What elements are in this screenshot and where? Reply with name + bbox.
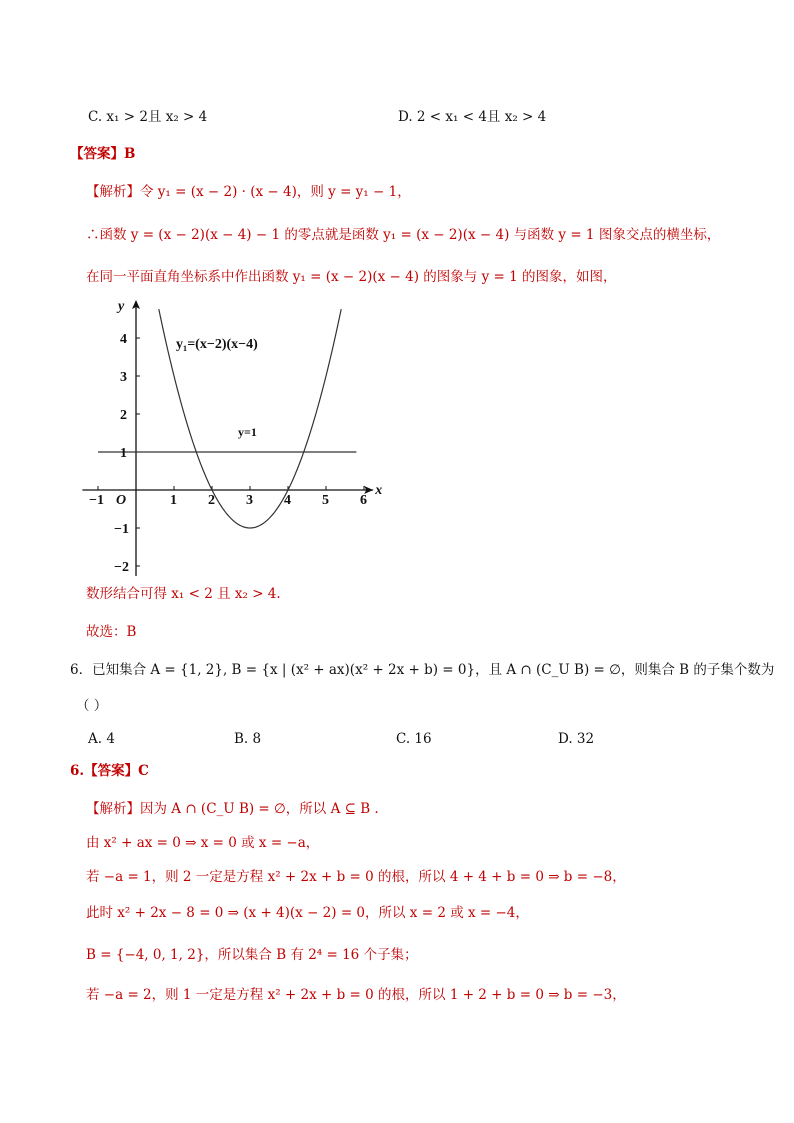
y-tick-label: 2 <box>120 408 127 423</box>
y-tick-label: 4 <box>120 332 127 347</box>
option-b: B. 8 <box>234 731 262 747</box>
x-tick-label: −1 <box>89 493 104 508</box>
analysis-6-line-6: 若 −a = 2，则 1 一定是方程 x² + 2x + b = 0 的根，所以 1 + 2 + b = 0 ⇒ b = −3， <box>86 987 626 1003</box>
analysis-line-3: 在同一平面直角坐标系中作出函数 y₁ = (x − 2)(x − 4) 的图象与 y = 1 的图象，如图， <box>86 269 617 285</box>
conclusion-line-2: 故选：B <box>86 624 137 640</box>
answer-6-label: 6.【答案】C <box>70 763 149 779</box>
x-tick-label: 6 <box>360 493 367 508</box>
y-tick-label: 3 <box>120 370 127 385</box>
x-axis-label: x <box>375 483 383 498</box>
answer-label: 【答案】B <box>70 146 136 162</box>
option-a: A. 4 <box>88 731 115 747</box>
y-tick-label: 1 <box>120 446 127 461</box>
x-tick-label: 3 <box>246 493 253 508</box>
x-tick-label: 5 <box>322 493 329 508</box>
y-tick-label: −2 <box>114 560 129 575</box>
analysis-line-1: 【解析】令 y₁ = (x − 2) · (x − 4)，则 y = y₁ − 1， <box>86 184 411 200</box>
question-6-stem: 6．已知集合 A = {1, 2}, B = {x | (x² + ax)(x² + 2x + b) = 0}，且 A ∩ (C_U B) = ∅，则集合 B 的子集个数为 <box>70 662 775 678</box>
analysis-6-line-1: 【解析】因为 A ∩ (C_U B) = ∅，所以 A ⊆ B . <box>86 801 379 817</box>
analysis-6-line-2: 由 x² + ax = 0 ⇒ x = 0 或 x = −a， <box>86 835 320 851</box>
analysis-6-line-4: 此时 x² + 2x − 8 = 0 ⇒ (x + 4)(x − 2) = 0，所以 x = 2 或 x = −4， <box>86 905 529 921</box>
parabola-label: y₁=(x−2)(x−4) <box>176 337 258 352</box>
x-tick-label: 2 <box>208 493 215 508</box>
option-c-6: C. 16 <box>396 731 432 747</box>
y-axis-label: y <box>118 299 125 314</box>
analysis-line-2: ∴函数 y = (x − 2)(x − 4) − 1 的零点就是函数 y₁ = (x − 2)(x − 4) 与函数 y = 1 图象交点的横坐标， <box>86 227 721 243</box>
line-label: y=1 <box>238 425 257 439</box>
analysis-6-line-3: 若 −a = 1，则 2 一定是方程 x² + 2x + b = 0 的根，所以 4 + 4 + b = 0 ⇒ b = −8， <box>86 869 626 885</box>
option-c: C. x₁ > 2且 x₂ > 4 <box>88 109 208 125</box>
analysis-6-line-5: B = {−4, 0, 1, 2}，所以集合 B 有 2⁴ = 16 个子集； <box>86 947 418 963</box>
conclusion-line-1: 数形结合可得 x₁ < 2 且 x₂ > 4. <box>86 586 281 602</box>
question-6-paren: （ ） <box>76 698 108 714</box>
x-tick-label: 1 <box>170 493 177 508</box>
function-graph <box>80 296 390 576</box>
x-tick-label: 4 <box>284 493 291 508</box>
origin-label: O <box>116 493 127 508</box>
y-tick-label: −1 <box>114 522 129 537</box>
option-d: D. 2 < x₁ < 4且 x₂ > 4 <box>398 109 547 125</box>
option-d-6: D. 32 <box>558 731 595 747</box>
